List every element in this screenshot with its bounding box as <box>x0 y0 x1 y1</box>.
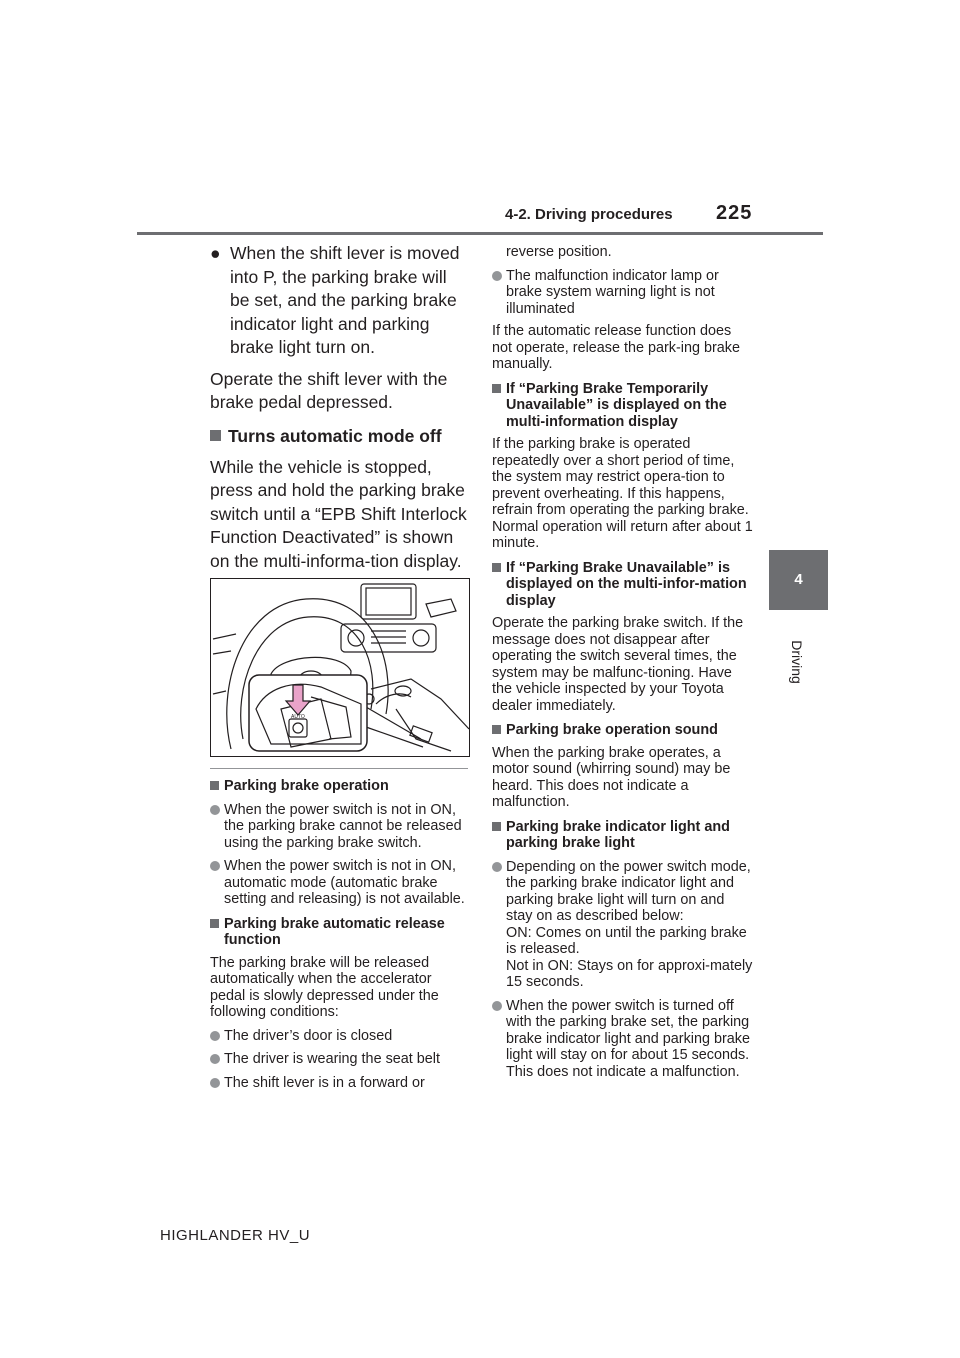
list-item-text: Depending on the power switch mode, the parking brake indicator light and parking brake light will turn on and stay on as described below: <box>506 858 751 924</box>
para-manual-release: If the automatic release function does not operate, release the park-ing brake manually. <box>492 323 740 372</box>
auto-label: AUTO <box>291 714 305 720</box>
para-operate-shift: Operate the shift lever with the brake pedal depressed. <box>210 368 448 412</box>
heading-automatic-off-text: Turns automatic mode off <box>228 425 442 446</box>
para-auto-release: The parking brake will be released automatically when the accelerator pedal is slowly depressed under the following conditions: <box>210 954 439 1020</box>
heading-auto-release <box>210 916 470 949</box>
bullet-dot-icon <box>210 1078 220 1088</box>
list-item-text: When the power switch is not in ON, the parking brake cannot be released using the parking brake switch. <box>224 801 462 851</box>
square-bullet-icon <box>492 384 501 393</box>
square-bullet-icon <box>492 822 501 831</box>
heading-operation-sound-text: Parking brake operation sound <box>506 722 718 738</box>
bullet-dot-icon <box>210 861 220 871</box>
para-press-hold: While the vehicle is stopped, press and hold the parking brake switch until a “EPB Shift Interlock Function Deactivated” is shown on the multi-informa-tion display. <box>210 456 467 571</box>
bullet-shift-p <box>210 242 470 360</box>
right-column <box>492 240 754 1080</box>
list-item-text: When the power switch is turned off with the parking brake set, the parking brake indicator light and parking brake light will stay on for about 15 seconds. This does not indicate a malfunction. <box>506 997 750 1080</box>
heading-indicator-light-text: Parking brake indicator light and parking brake light <box>506 818 730 851</box>
square-bullet-icon <box>492 563 501 572</box>
chapter-tab: 4 <box>769 550 828 610</box>
figure-divider <box>210 768 468 769</box>
square-bullet-icon <box>210 781 219 790</box>
bullet-dot-icon <box>210 1054 220 1064</box>
list-item <box>210 802 470 852</box>
bullet-dot-icon: ● <box>210 243 221 263</box>
square-bullet-icon <box>492 725 501 734</box>
square-bullet-icon <box>210 430 221 441</box>
header-section-title: 4-2. Driving procedures <box>505 206 673 223</box>
heading-unavailable-text: If “Parking Brake Unavailable” is displayed on the multi-infor-mation display <box>506 559 747 609</box>
chapter-label <box>787 622 807 702</box>
heading-auto-release-text: Parking brake automatic release function <box>224 915 445 948</box>
list-item-text: The malfunction indicator lamp or brake system warning light is not illuminated <box>506 267 719 317</box>
list-item <box>210 1051 470 1068</box>
list-item-text: The driver’s door is closed <box>224 1027 393 1044</box>
left-column <box>210 240 470 573</box>
page-number: 225 <box>716 202 753 224</box>
bullet-dot-icon <box>492 1001 502 1011</box>
heading-indicator-light <box>492 819 754 852</box>
bullet-shift-p-text: When the shift lever is moved into P, the parking brake will be set, and the parking brake indicator light and parking brake light turn on. <box>230 243 460 357</box>
light-on-text: ON: Comes on until the parking brake is released. <box>506 924 747 957</box>
para-operation-sound: When the parking brake operates, a motor sound (whirring sound) may be heard. This does not indicate a malfunction. <box>492 744 731 810</box>
footer-model: HIGHLANDER HV_U <box>160 1227 311 1244</box>
heading-unavailable <box>492 560 754 610</box>
list-item <box>492 998 754 1081</box>
bullet-dot-icon <box>210 805 220 815</box>
heading-brake-operation-text: Parking brake operation <box>224 778 389 794</box>
list-item-text: The shift lever is in a forward or <box>224 1074 425 1091</box>
bullet-dot-icon <box>210 1031 220 1041</box>
para-temporarily-unavailable: If the parking brake is operated repeatedly over a short period of time, the system may restrict opera-tion to prevent overheating. If this happens, refrain from operating the parking brake. Normal operation will return after about 1 minute. <box>492 436 753 551</box>
heading-temporarily-unavailable <box>492 381 754 431</box>
dashboard-svg <box>211 579 469 756</box>
list-item <box>210 1075 470 1092</box>
heading-automatic-off <box>210 425 470 448</box>
heading-temporarily-unavailable-text: If “Parking Brake Temporarily Unavailable” is displayed on the multi-information display <box>506 380 727 430</box>
light-not-on-text: Not in ON: Stays on for approxi-mately 15 seconds. <box>506 957 753 990</box>
list-item <box>492 268 754 318</box>
continued-text: reverse position. <box>506 244 612 260</box>
bullet-dot-icon <box>492 862 502 872</box>
list-item <box>492 859 754 925</box>
dashboard-illustration <box>210 578 470 757</box>
chapter-label-text: Driving <box>789 640 805 684</box>
list-item <box>210 1028 470 1045</box>
list-item <box>210 858 470 908</box>
header-rule <box>137 232 823 235</box>
para-unavailable: Operate the parking brake switch. If the message does not disappear after operating the switch several times, the system may be malfunc-tioning. Have the vehicle inspected by your Toyota dealer immediately. <box>492 615 744 714</box>
list-item-text: When the power switch is not in ON, automatic mode (automatic brake setting and releasing) is not available. <box>224 858 465 907</box>
list-item-text: The driver is wearing the seat belt <box>224 1051 440 1067</box>
heading-operation-sound <box>492 722 754 739</box>
bullet-dot-icon <box>492 271 502 281</box>
left-lower-column <box>210 770 470 1091</box>
heading-brake-operation <box>210 778 470 795</box>
square-bullet-icon <box>210 919 219 928</box>
